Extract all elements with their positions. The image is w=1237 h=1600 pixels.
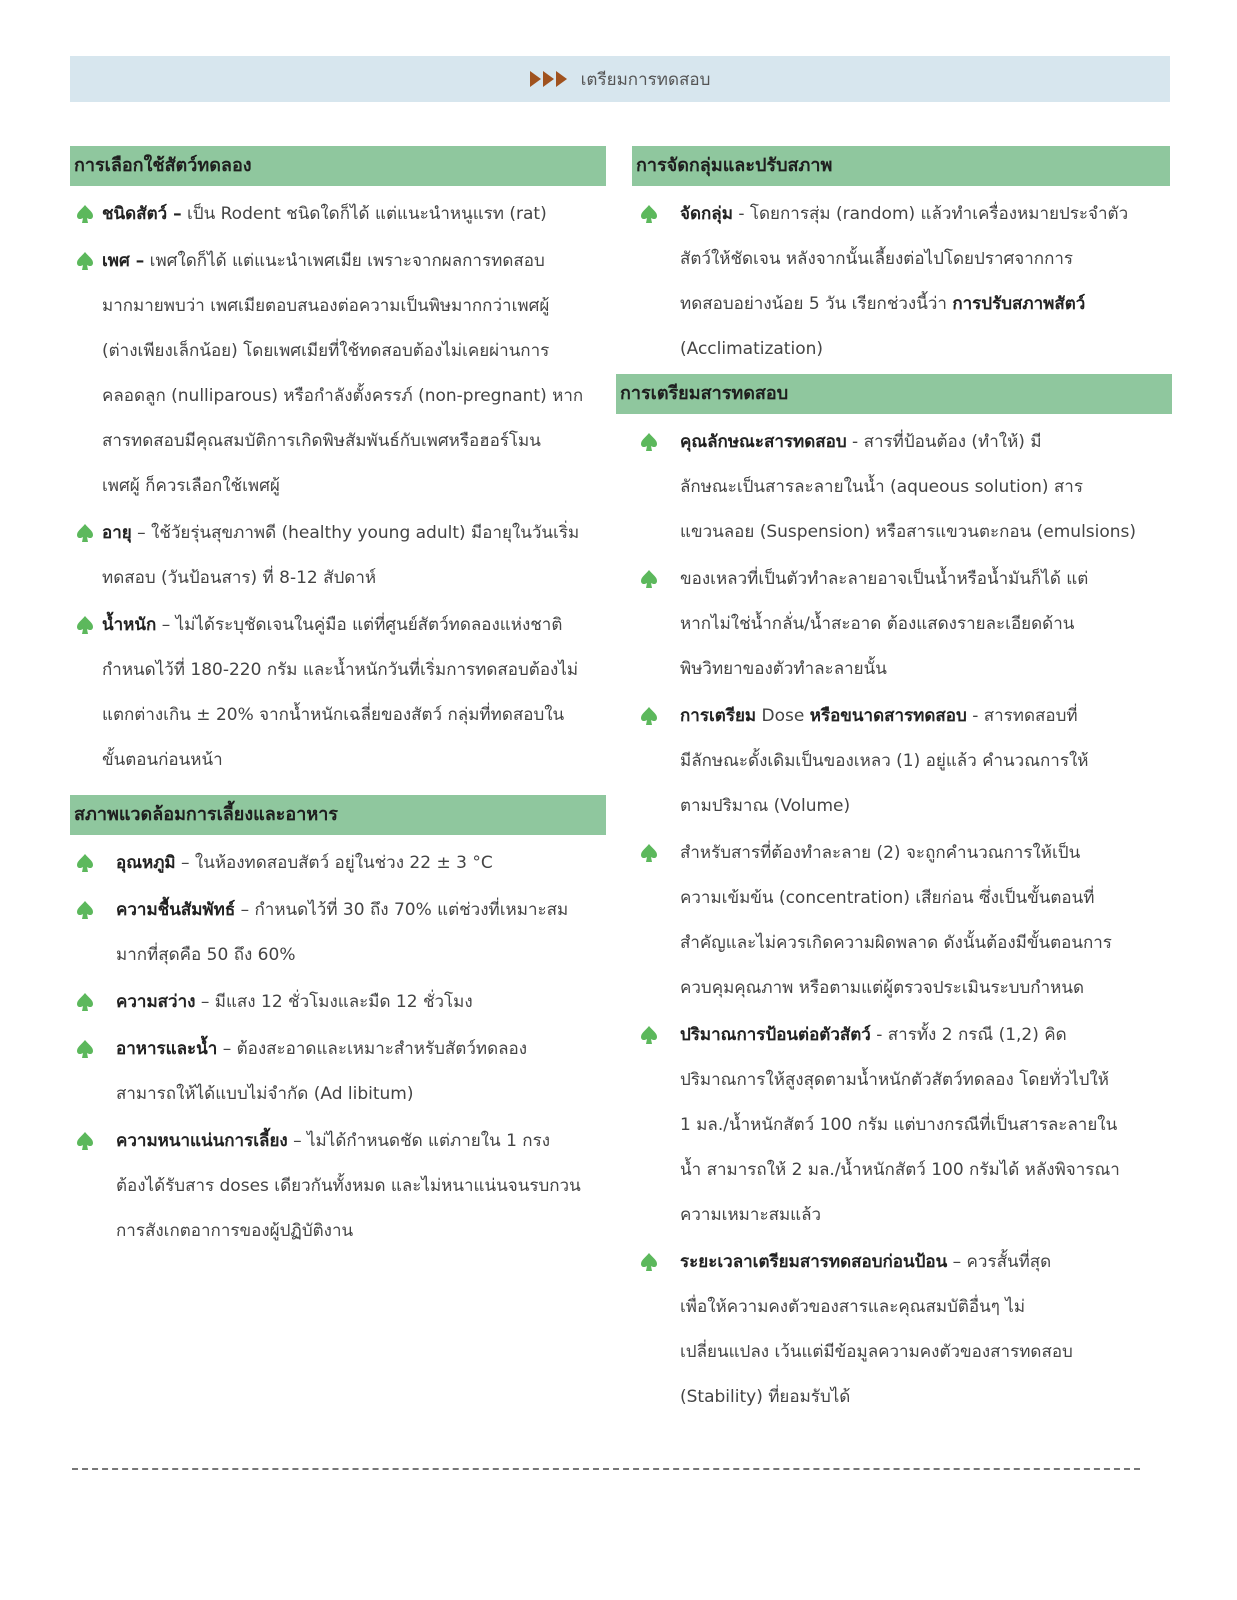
item-body: – ควรสั้นที่สุด เพื่อให้ความคงตัวของสารและคุณสมบัติอื่นๆ ไม่ เปลี่ยนแปลง เว้นแต่มีข้อมูลความคงตัวของสารทดสอบ (Stability) ที่ยอมรับได้	[680, 1252, 1073, 1407]
item-body: - สารทั้ง 2 กรณี (1,2) คิด ปริมาณการให้สูงสุดตามน้ำหนักตัวสัตว์ทดลอง โดยทั่วไปให้ 1 มล./น้ำหนักสัตว์ 100 กรัม แต่บางกรณีที่เป็นสารละลายใน น้ำ สามารถให้ 2 มล./น้ำหนักสัตว์ 100 กรัมได้ หลังพิจารณา ความเหมาะสมแล้ว	[680, 1025, 1120, 1225]
spade-bullet-icon	[640, 204, 658, 224]
list-item	[70, 1119, 606, 1254]
item-body: เป็น Rodent ชนิดใดก็ได้ แต่แนะนำหนูแรท (rat)	[181, 204, 547, 224]
item-body: – กำหนดไว้ที่ 30 ถึง 70% แต่ช่วงที่เหมาะสม มากที่สุดคือ 50 ถึง 60%	[116, 900, 569, 965]
spade-bullet-icon	[76, 853, 94, 873]
spade-bullet-icon	[76, 900, 94, 920]
item-term: จัดกลุ่ม	[680, 204, 733, 224]
item-body: – ใช้วัยรุ่นสุขภาพดี (healthy young adult) มีอายุในวันเริ่ม ทดสอบ (วันป้อนสาร) ที่ 8-12 สัปดาห์	[102, 523, 580, 588]
list-item	[632, 1013, 1170, 1238]
spade-bullet-icon	[76, 251, 94, 271]
animal-selection-list	[70, 186, 606, 783]
list-item	[70, 888, 606, 978]
item-body: – ไม่ได้กำหนดชัด แต่ภายใน 1 กรง ต้องได้รับสาร doses เดียวกันทั้งหมด และไม่หนาแน่นจนรบกวน การสังเกตอาการของผู้ปฏิบัติงาน	[116, 1131, 581, 1241]
item-term: คุณลักษณะสารทดสอบ	[680, 432, 847, 452]
item-term: น้ำหนัก	[102, 615, 157, 635]
spade-bullet-icon	[640, 432, 658, 452]
spade-bullet-icon	[76, 204, 94, 224]
item-plain: Dose	[756, 706, 810, 726]
spade-bullet-icon	[76, 1039, 94, 1059]
item-body-secondary: (Acclimatization)	[680, 339, 824, 359]
item-term: อุณหภูมิ	[116, 853, 176, 873]
item-term: ความชื้นสัมพัทธ์	[116, 900, 236, 920]
item-body: สำหรับสารที่ต้องทำละลาย (2) จะถูกคำนวณการให้เป็น ความเข้มข้น (concentration) เสียก่อน ซึ่งเป็นขั้นตอนที่ สำคัญและไม่ควรเกิดความผิดพลาด ดังนั้นต้องมีขั้นตอนการ ควบคุมคุณภาพ หรือตามแต่ผู้ตรวจประเมินระบบกำหนด	[680, 843, 1112, 998]
section-title-substance-prep: การเตรียมสารทดสอบ	[616, 374, 1172, 414]
item-term: ความสว่าง	[116, 992, 196, 1012]
list-item	[632, 192, 1170, 372]
spade-bullet-icon	[640, 1252, 658, 1272]
list-item	[70, 1027, 606, 1117]
item-term: อายุ	[102, 523, 132, 543]
list-item	[70, 980, 606, 1025]
item-term: การเตรียม	[680, 706, 757, 726]
item-body: - สารที่ป้อนต้อง (ทำให้) มี ลักษณะเป็นสารละลายในน้ำ (aqueous solution) สาร แขวนลอย (Suspension) หรือสารแขวนตะกอน (emulsions)	[680, 432, 1137, 542]
spade-bullet-icon	[76, 992, 94, 1012]
page-title: เตรียมการทดสอบ	[580, 69, 711, 90]
item-body: - สารทดสอบที่ มีลักษณะดั้งเดิมเป็นของเหลว (1) อยู่แล้ว คำนวณการให้ ตามปริมาณ (Volume)	[680, 706, 1089, 816]
item-body: – มีแสง 12 ชั่วโมงและมืด 12 ชั่วโมง	[195, 992, 473, 1012]
list-item	[632, 557, 1170, 692]
triple-arrow-icon	[530, 71, 569, 87]
list-item	[70, 511, 606, 601]
environment-list	[70, 835, 606, 1254]
list-item	[70, 841, 606, 886]
list-item	[70, 603, 606, 783]
item-term: ชนิดสัตว์ –	[102, 204, 182, 224]
footer-divider	[72, 1468, 1140, 1470]
item-body: – ไม่ได้ระบุชัดเจนในคู่มือ แต่ที่ศูนย์สัตว์ทดลองแห่งชาติ กำหนดไว้ที่ 180-220 กรัม และน้ำหนักวันที่เริ่มการทดสอบต้องไม่ แตกต่างเกิน ± 20% จากน้ำหนักเฉลี่ยของสัตว์ กลุ่มที่ทดสอบใน ขั้นตอนก่อนหน้า	[102, 615, 579, 770]
list-item	[632, 1240, 1170, 1420]
list-item	[70, 239, 606, 509]
item-body: เพศใดก็ได้ แต่แนะนำเพศเมีย เพราะจากผลการทดสอบ มากมายพบว่า เพศเมียตอบสนองต่อความเป็นพิษมากกว่าเพศผู้ (ต่างเพียงเล็กน้อย) โดยเพศเมียที่ใช้ทดสอบต้องไม่เคยผ่านการ คลอดลูก (nulliparous) หรือกำลังตั้งครรภ์ (non-pregnant) หาก สารทดสอบมีคุณสมบัติการเกิดพิษสัมพันธ์กับเพศหรือฮอร์โมน เพศผู้ ก็ควรเลือกใช้เพศผู้	[102, 251, 584, 496]
spade-bullet-icon	[76, 615, 94, 635]
grouping-list	[632, 186, 1170, 372]
list-item	[70, 192, 606, 237]
list-item	[632, 420, 1170, 555]
left-column	[70, 146, 606, 1256]
section-title-animal-selection: การเลือกใช้สัตว์ทดลอง	[70, 146, 606, 186]
item-term: ความหนาแน่นการเลี้ยง	[116, 1131, 288, 1151]
item-body: – ต้องสะอาดและเหมาะสำหรับสัตว์ทดลอง สามารถให้ได้แบบไม่จำกัด (Ad libitum)	[116, 1039, 528, 1104]
section-title-grouping: การจัดกลุ่มและปรับสภาพ	[632, 146, 1170, 186]
spade-bullet-icon	[76, 523, 94, 543]
item-body: ของเหลวที่เป็นตัวทำละลายอาจเป็นน้ำหรือน้ำมันก็ได้ แต่ หากไม่ใช่น้ำกลั่น/น้ำสะอาด ต้องแสดงรายละเอียดด้าน พิษวิทยาของตัวทำละลายนั้น	[680, 569, 1089, 679]
spade-bullet-icon	[640, 706, 658, 726]
item-body: - โดยการสุ่ม (random) แล้วทำเครื่องหมายประจำตัว สัตว์ให้ชัดเจน หลังจากนั้นเลี้ยงต่อไปโดยปราศจากการ ทดสอบอย่างน้อย 5 วัน เรียกช่วงนี้ว่า	[680, 204, 1129, 314]
item-term: ระยะเวลาเตรียมสารทดสอบก่อนป้อน	[680, 1252, 948, 1272]
item-term: อาหารและน้ำ	[116, 1039, 218, 1059]
spade-bullet-icon	[76, 1131, 94, 1151]
right-column	[620, 146, 1170, 1422]
item-term: เพศ –	[102, 251, 145, 271]
list-item	[632, 694, 1170, 829]
page-banner	[70, 56, 1170, 102]
spade-bullet-icon	[640, 569, 658, 589]
item-body: – ในห้องทดสอบสัตว์ อยู่ในช่วง 22 ± 3 °C	[175, 853, 493, 873]
spade-bullet-icon	[640, 1025, 658, 1045]
item-term-secondary: หรือขนาดสารทดสอบ	[809, 706, 967, 726]
list-item	[632, 831, 1170, 1011]
item-term-secondary: การปรับสภาพสัตว์	[952, 294, 1086, 314]
item-term: ปริมาณการป้อนต่อตัวสัตว์	[680, 1025, 871, 1045]
substance-prep-list	[632, 414, 1170, 1420]
section-title-environment: สภาพแวดล้อมการเลี้ยงและอาหาร	[70, 795, 606, 835]
spade-bullet-icon	[640, 843, 658, 863]
